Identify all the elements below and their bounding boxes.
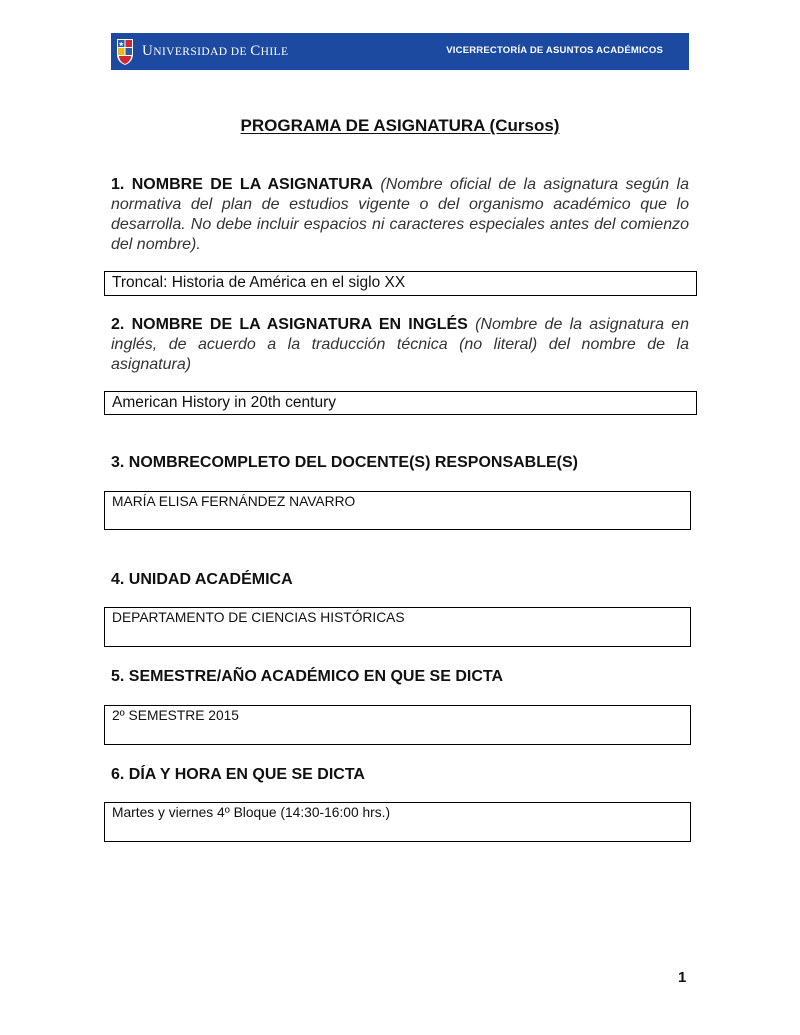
page-number: 1	[678, 969, 687, 986]
document-title: PROGRAMA DE ASIGNATURA (Cursos)	[240, 116, 560, 135]
section-5-heading: 5. SEMESTRE/AÑO ACADÉMICO EN QUE SE DICTA	[111, 668, 504, 685]
section-1-description: (Nombre oficial de la asignatura según la normativa del plan de estudios vigente o del organismo académico que lo desarrolla. No debe incluir espacios ni caracteres especiales antes del comienzo del nombre).	[111, 176, 690, 253]
section-1	[111, 175, 689, 255]
academic-unit-field: DEPARTAMENTO DE CIENCIAS HISTÓRICAS	[104, 607, 691, 647]
section-6-heading: 6. DÍA Y HORA EN QUE SE DICTA	[111, 766, 365, 783]
section-2-description: (Nombre de la asignatura en inglés, de acuerdo a la traducción técnica (no literal) del nombre de la asignatura)	[111, 316, 689, 373]
header-banner	[111, 33, 689, 70]
course-name-field: Troncal: Historia de América en el siglo XX	[104, 271, 697, 296]
university-crest-icon	[116, 38, 134, 66]
course-name-english-field: American History in 20th century	[104, 391, 697, 415]
vicerrectoria-label: VICERRECTORÍA DE ASUNTOS ACADÉMICOS	[446, 45, 663, 56]
schedule-field: Martes y viernes 4º Bloque (14:30-16:00 hrs.)	[104, 802, 691, 842]
section-1-heading: 1. NOMBRE DE LA ASIGNATURA	[111, 176, 373, 193]
section-4-heading: 4. UNIDAD ACADÉMICA	[111, 571, 293, 588]
university-name: UNIVERSIDAD DE CHILE	[142, 43, 289, 59]
section-2-heading: 2. NOMBRE DE LA ASIGNATURA EN INGLÉS	[111, 316, 468, 333]
section-3-heading: 3. NOMBRECOMPLETO DEL DOCENTE(S) RESPONSABLE(S)	[111, 454, 578, 471]
instructor-name-field: MARÍA ELISA FERNÁNDEZ NAVARRO	[104, 491, 691, 530]
section-5	[111, 667, 689, 687]
section-2	[111, 315, 689, 375]
section-3	[111, 453, 689, 473]
section-6	[111, 765, 689, 785]
section-4	[111, 570, 689, 590]
semester-field: 2º SEMESTRE 2015	[104, 705, 691, 745]
